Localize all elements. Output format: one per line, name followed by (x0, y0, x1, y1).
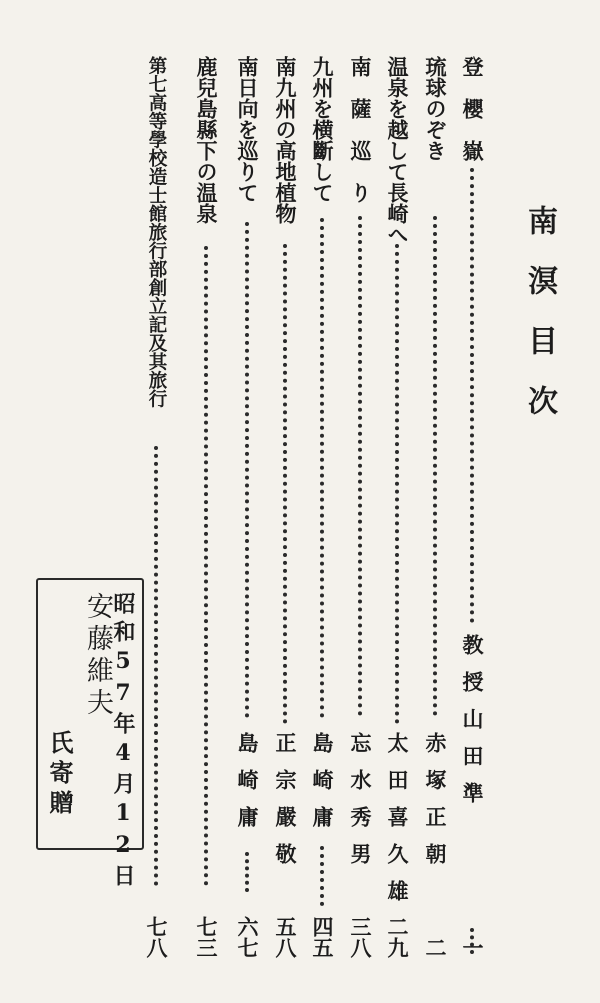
dot-leader (154, 446, 158, 886)
author-name: 赤塚正朝 (423, 732, 448, 880)
chapter-title: 琉球のぞき (423, 56, 448, 161)
toc-entry[interactable] (456, 56, 488, 958)
toc-entry[interactable] (344, 56, 376, 958)
page-number: 二九 (385, 916, 410, 958)
dot-leader (245, 222, 249, 718)
dot-leader (283, 244, 287, 724)
page-number: 六七 (235, 916, 260, 958)
page-number: 七八 (144, 916, 169, 958)
page-title: 南溟目次 (522, 205, 557, 445)
toc-entry[interactable] (269, 56, 301, 958)
dot-leader (395, 244, 399, 724)
toc-entry[interactable] (419, 56, 451, 958)
page-number: 二 (423, 937, 448, 958)
author-name: 太田喜久雄 (385, 732, 410, 917)
dot-leader (320, 218, 324, 718)
dot-leader (204, 246, 208, 886)
chapter-title: 温泉を越して長崎へ (385, 56, 410, 245)
page-number: 三八 (348, 916, 373, 958)
page-number: 七三 (194, 916, 219, 958)
page-number: 五八 (273, 916, 298, 958)
stamp-donated-label: 氏寄贈 (45, 730, 74, 820)
chapter-title: 九州を横斷して (310, 56, 335, 203)
dot-leader (470, 168, 474, 623)
stamp-date: 昭和57年4月12日 (110, 592, 136, 892)
chapter-title: 南九州の高地植物 (273, 56, 298, 224)
dot-leader (245, 852, 249, 892)
chapter-title: 登 櫻 嶽 (460, 56, 485, 161)
toc-entry[interactable] (231, 56, 263, 958)
toc-entry[interactable] (190, 56, 222, 958)
dot-leader (358, 216, 362, 716)
toc-entry[interactable] (306, 56, 338, 958)
author-name: 島崎庸 (235, 732, 260, 843)
chapter-title: 南 薩 巡 り (348, 56, 373, 203)
author-name: 正宗嚴敬 (273, 732, 298, 880)
toc-entry[interactable] (140, 56, 172, 958)
chapter-title: 南日向を巡りて (235, 56, 260, 203)
author-name: 教授山田準 (460, 634, 485, 819)
page-number: 四五 (310, 916, 335, 958)
toc-entry[interactable] (381, 56, 413, 958)
donation-stamp (36, 578, 144, 892)
chapter-title: 鹿兒島縣下の温泉 (194, 56, 219, 224)
chapter-title: 第七高等學校造士館旅行部創立記及其旅行 (146, 56, 167, 408)
author-name: 忘水秀男 (348, 732, 373, 880)
author-name: 島崎庸 (310, 732, 335, 843)
dot-leader (433, 216, 437, 716)
dot-leader (320, 846, 324, 906)
stamp-donor-name: 安藤維夫 (82, 592, 113, 720)
page-number: 一 (460, 937, 485, 958)
